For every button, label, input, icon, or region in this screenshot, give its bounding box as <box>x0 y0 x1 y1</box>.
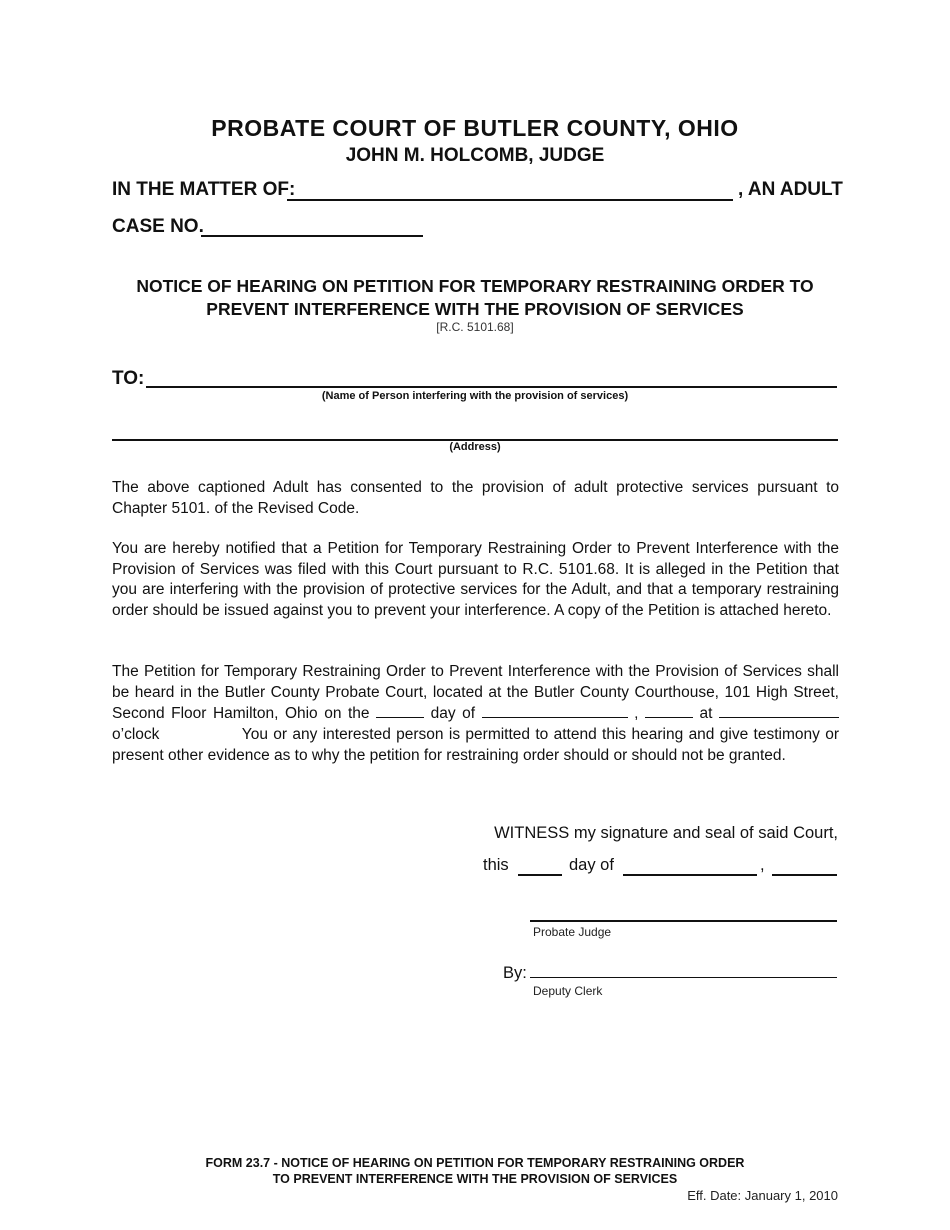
witness-month-field[interactable] <box>623 874 757 876</box>
hearing-day-of-label: day of <box>430 705 476 723</box>
recipient-name-field[interactable] <box>146 386 837 388</box>
by-label: By: <box>503 964 527 982</box>
deputy-clerk-caption: Deputy Clerk <box>533 984 603 998</box>
hearing-at-label: at <box>699 705 713 723</box>
probate-judge-signature-line[interactable] <box>530 920 837 922</box>
deputy-clerk-signature-line[interactable] <box>530 977 837 978</box>
notice-title-line-2: PREVENT INTERFERENCE WITH THE PROVISION OF SERVICES <box>206 299 744 319</box>
paragraph-petition-filed: You are hereby notified that a Petition for Temporary Restraining Order to Prevent Interference with the Provision of Services was filed with this Court pursuant to R.C. 5101.68. It is alleged in the Petition that you are interfering with the provision of protective services for the Adult, and that a temporary restraining order should be issued against you to prevent your interference. A copy of the Petition is attached hereto. <box>112 540 839 620</box>
witness-this-label: this <box>483 856 509 874</box>
effective-date: Eff. Date: January 1, 2010 <box>687 1188 838 1203</box>
witness-comma: , <box>760 856 765 874</box>
hearing-day-field[interactable] <box>376 703 424 718</box>
hearing-comma: , <box>634 705 639 723</box>
to-label: TO: <box>112 368 145 389</box>
paragraph-hearing <box>112 662 839 767</box>
statute-reference: [R.C. 5101.68] <box>436 320 514 334</box>
case-number-field[interactable] <box>201 235 423 237</box>
hearing-month-field[interactable] <box>482 703 628 718</box>
paragraph-consent: The above captioned Adult has consented to the provision of adult protective services pursuant to Chapter 5101. of the Revised Code. <box>112 479 839 517</box>
hearing-time-field[interactable] <box>719 703 839 718</box>
hearing-text-end: You or any interested person is permitted to attend this hearing and give testimony or present other evidence as to why the petition for restraining order should or should not be granted. <box>112 726 839 764</box>
notice-title-line-1: NOTICE OF HEARING ON PETITION FOR TEMPORARY RESTRAINING ORDER TO <box>136 276 814 296</box>
recipient-name-caption: (Name of Person interfering with the provision of services) <box>321 390 629 402</box>
form-footer-line-2: TO PREVENT INTERFERENCE WITH THE PROVISION OF SERVICES <box>272 1172 678 1186</box>
adult-suffix: , AN ADULT <box>738 179 843 200</box>
probate-judge-caption: Probate Judge <box>533 925 612 939</box>
judge-name: JOHN M. HOLCOMB, JUDGE <box>345 145 605 166</box>
witness-year-field[interactable] <box>772 874 837 876</box>
witness-day-field[interactable] <box>518 874 562 876</box>
hearing-year-field[interactable] <box>645 703 693 718</box>
notice-title <box>0 275 950 321</box>
hearing-oclock-label: o’clock <box>112 726 160 744</box>
matter-name-field[interactable] <box>287 199 733 201</box>
court-name: PROBATE COURT OF BUTLER COUNTY, OHIO <box>211 115 739 141</box>
recipient-address-caption: (Address) <box>449 441 501 453</box>
witness-statement: WITNESS my signature and seal of said Court, <box>494 824 838 842</box>
hearing-text-start: The Petition for Temporary Restraining Order to Prevent Interference with the Provision of Services shall be heard in the Butler County Probate Court, located at the Butler County Courthouse, 101 High Street, Second Floor Hamilton, Ohio on the <box>112 663 839 723</box>
witness-day-of-label: day of <box>569 856 614 874</box>
form-footer-line-1: FORM 23.7 - NOTICE OF HEARING ON PETITION FOR TEMPORARY RESTRAINING ORDER <box>205 1156 745 1170</box>
matter-label: IN THE MATTER OF: <box>112 179 296 200</box>
form-footer <box>0 1155 950 1187</box>
case-number-label: CASE NO. <box>112 216 204 237</box>
